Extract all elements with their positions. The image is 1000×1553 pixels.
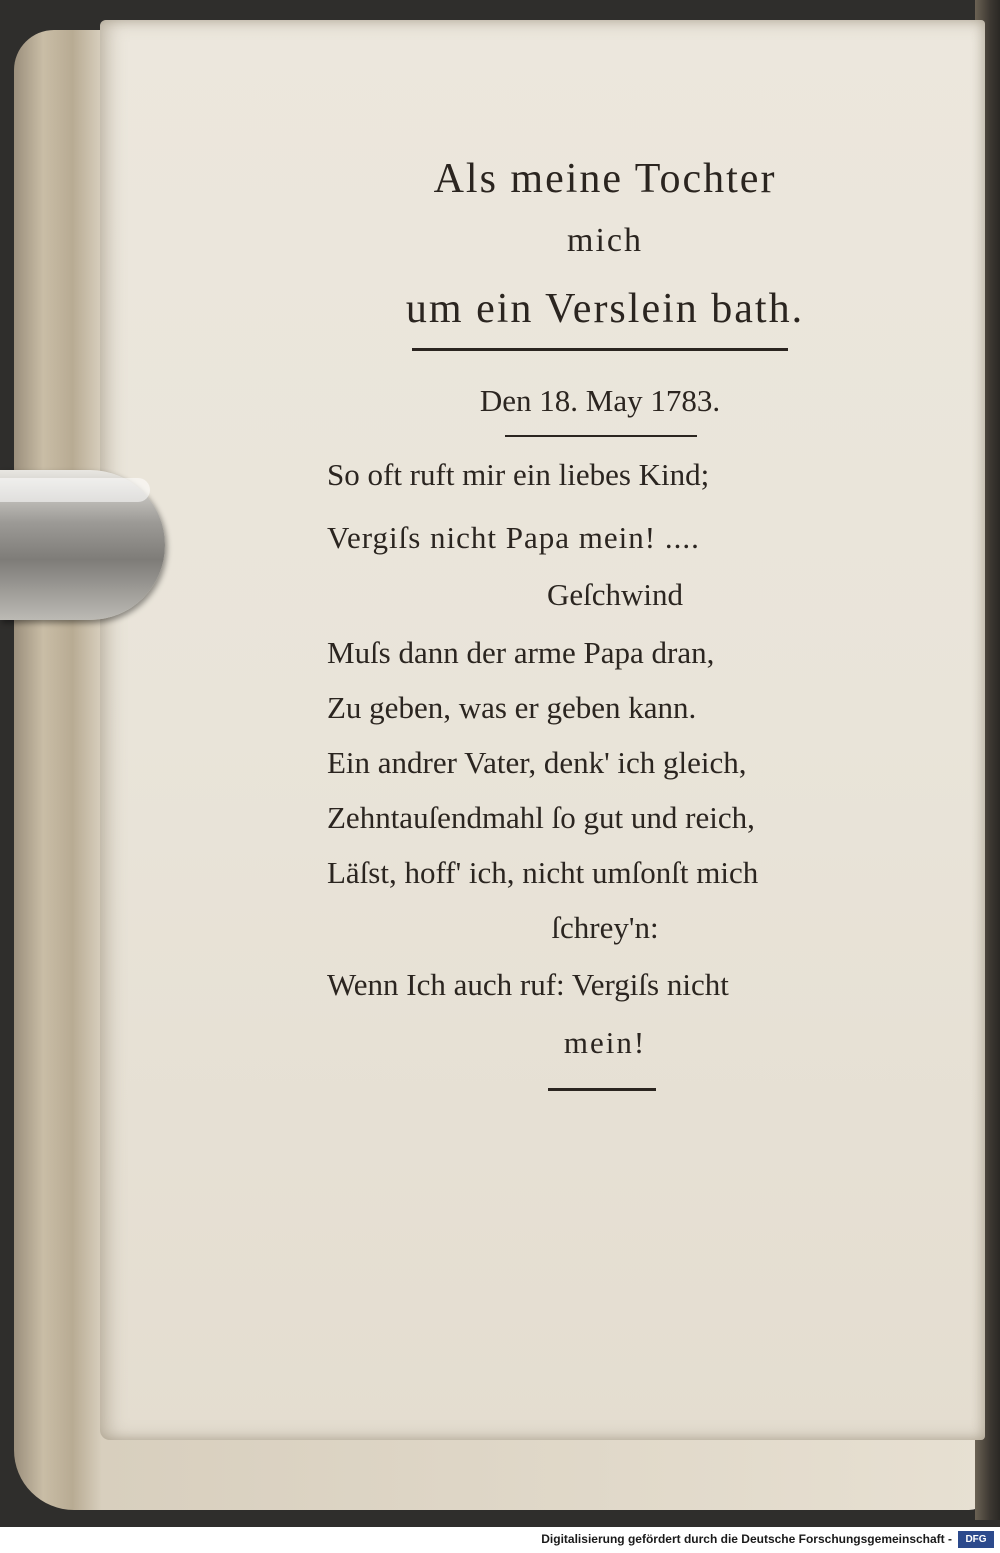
page-holder-clip-highlight bbox=[0, 478, 150, 502]
footer-bar bbox=[0, 1527, 1000, 1553]
verse-line-1: So oft ruft mir ein liebes Kind; bbox=[327, 457, 710, 492]
title-rule bbox=[412, 348, 788, 351]
verse-line-10: Wenn Ich auch ruf: Vergiſs nicht bbox=[327, 967, 729, 1002]
verse-line-9: ſchrey'n: bbox=[551, 910, 659, 945]
verse-line-11: mein! bbox=[563, 1025, 647, 1060]
verse-line-6: Ein andrer Vater, denk' ich gleich, bbox=[327, 745, 747, 780]
verse-line-8: Läſst, hoff' ich, nicht umſonſt mich bbox=[327, 855, 759, 890]
verse-line-3: Geſchwind bbox=[546, 577, 684, 612]
footer-credit: Digitalisierung gefördert durch die Deutsche Forschungsgemeinschaft - bbox=[541, 1532, 952, 1546]
poem-title-line-1: Als meine Tochter bbox=[433, 156, 777, 202]
verse-line-7: Zehntauſendmahl ſo gut und reich, bbox=[327, 800, 755, 835]
verse-line-2: Vergiſs nicht Papa mein! .... bbox=[327, 520, 700, 555]
verse-line-4: Muſs dann der arme Papa dran, bbox=[327, 635, 715, 670]
poem-title-line-3: um ein Verslein bath. bbox=[405, 286, 805, 332]
dfg-logo: DFG bbox=[958, 1531, 994, 1548]
poem-title-line-2: mich bbox=[567, 222, 643, 259]
date-rule bbox=[505, 435, 697, 437]
verse-line-5: Zu geben, was er geben kann. bbox=[327, 690, 697, 725]
poem-date: Den 18. May 1783. bbox=[479, 383, 721, 418]
end-rule bbox=[548, 1088, 656, 1091]
